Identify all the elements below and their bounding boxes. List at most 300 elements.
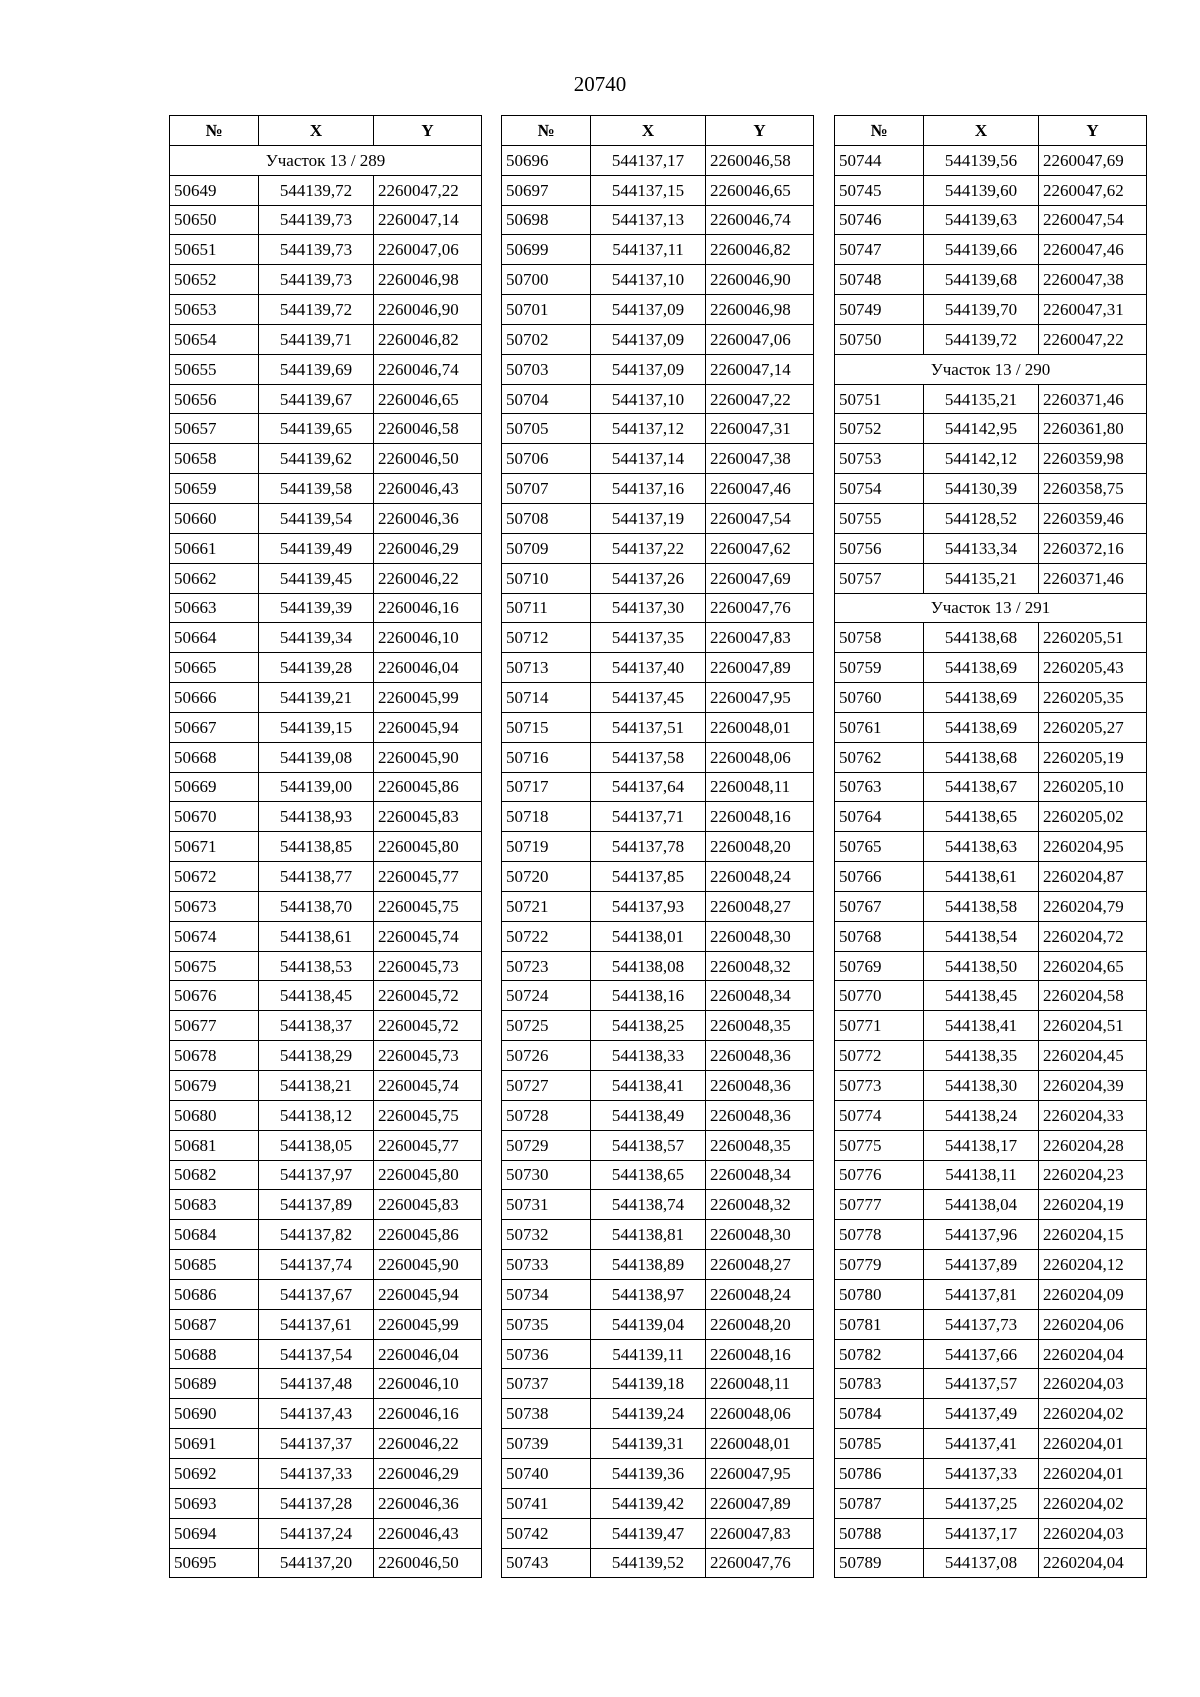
- x-coordinate: 544138,54: [924, 921, 1039, 951]
- point-number: 50744: [835, 145, 924, 175]
- point-number: 50772: [835, 1041, 924, 1071]
- y-coordinate: 2260045,80: [374, 832, 482, 862]
- x-coordinate: 544137,33: [259, 1458, 374, 1488]
- table-row: [502, 1190, 814, 1220]
- y-coordinate: 2260045,83: [374, 802, 482, 832]
- x-coordinate: 544137,13: [591, 205, 706, 235]
- point-number: 50706: [502, 444, 591, 474]
- y-coordinate: 2260048,36: [706, 1100, 814, 1130]
- table-row: [502, 1548, 814, 1578]
- table-row: [835, 981, 1147, 1011]
- point-number: 50768: [835, 921, 924, 951]
- y-coordinate: 2260048,35: [706, 1130, 814, 1160]
- x-coordinate: 544135,21: [924, 563, 1039, 593]
- x-coordinate: 544138,30: [924, 1071, 1039, 1101]
- table-row: [170, 324, 482, 354]
- x-coordinate: 544138,69: [924, 683, 1039, 713]
- point-number: 50786: [835, 1458, 924, 1488]
- point-number: 50785: [835, 1429, 924, 1459]
- coordinates-table-2: [501, 115, 814, 1578]
- x-coordinate: 544139,63: [924, 205, 1039, 235]
- x-coordinate: 544139,68: [924, 265, 1039, 295]
- table-row: [835, 683, 1147, 713]
- x-coordinate: 544139,69: [259, 354, 374, 384]
- x-coordinate: 544139,72: [259, 295, 374, 325]
- x-coordinate: 544139,56: [924, 145, 1039, 175]
- y-coordinate: 2260204,02: [1039, 1399, 1147, 1429]
- table-row: [170, 1220, 482, 1250]
- table-row: [835, 1488, 1147, 1518]
- x-coordinate: 544138,69: [924, 653, 1039, 683]
- y-coordinate: 2260047,83: [706, 623, 814, 653]
- point-number: 50784: [835, 1399, 924, 1429]
- point-number: 50771: [835, 1011, 924, 1041]
- y-coordinate: 2260047,76: [706, 593, 814, 623]
- y-coordinate: 2260048,36: [706, 1041, 814, 1071]
- header-num: №: [502, 116, 591, 146]
- x-coordinate: 544137,89: [259, 1190, 374, 1220]
- table-row: [835, 503, 1147, 533]
- y-coordinate: 2260045,94: [374, 1279, 482, 1309]
- point-number: 50703: [502, 354, 591, 384]
- x-coordinate: 544138,45: [259, 981, 374, 1011]
- point-number: 50719: [502, 832, 591, 862]
- table-row: [170, 1011, 482, 1041]
- x-coordinate: 544137,15: [591, 175, 706, 205]
- y-coordinate: 2260204,03: [1039, 1369, 1147, 1399]
- y-coordinate: 2260046,43: [374, 1518, 482, 1548]
- y-coordinate: 2260204,03: [1039, 1518, 1147, 1548]
- x-coordinate: 544138,17: [924, 1130, 1039, 1160]
- table-row: [835, 772, 1147, 802]
- table-row: [835, 145, 1147, 175]
- x-coordinate: 544137,11: [591, 235, 706, 265]
- x-coordinate: 544137,66: [924, 1339, 1039, 1369]
- y-coordinate: 2260045,99: [374, 683, 482, 713]
- table-row: [170, 1071, 482, 1101]
- table-row: [835, 712, 1147, 742]
- x-coordinate: 544138,50: [924, 951, 1039, 981]
- x-coordinate: 544138,11: [924, 1160, 1039, 1190]
- y-coordinate: 2260045,72: [374, 1011, 482, 1041]
- point-number: 50764: [835, 802, 924, 832]
- table-row: [835, 205, 1147, 235]
- y-coordinate: 2260359,98: [1039, 444, 1147, 474]
- y-coordinate: 2260372,16: [1039, 533, 1147, 563]
- point-number: 50740: [502, 1458, 591, 1488]
- table-row: [170, 1518, 482, 1548]
- point-number: 50664: [170, 623, 259, 653]
- x-coordinate: 544139,49: [259, 533, 374, 563]
- y-coordinate: 2260047,46: [1039, 235, 1147, 265]
- y-coordinate: 2260045,73: [374, 951, 482, 981]
- y-coordinate: 2260045,86: [374, 772, 482, 802]
- x-coordinate: 544139,52: [591, 1548, 706, 1578]
- point-number: 50787: [835, 1488, 924, 1518]
- y-coordinate: 2260045,74: [374, 921, 482, 951]
- header-x: X: [924, 116, 1039, 146]
- point-number: 50774: [835, 1100, 924, 1130]
- point-number: 50765: [835, 832, 924, 862]
- x-coordinate: 544137,40: [591, 653, 706, 683]
- y-coordinate: 2260047,54: [1039, 205, 1147, 235]
- y-coordinate: 2260047,38: [1039, 265, 1147, 295]
- table-row: [170, 1250, 482, 1280]
- x-coordinate: 544138,93: [259, 802, 374, 832]
- y-coordinate: 2260047,76: [706, 1548, 814, 1578]
- x-coordinate: 544137,67: [259, 1279, 374, 1309]
- table-row: [170, 354, 482, 384]
- y-coordinate: 2260046,98: [374, 265, 482, 295]
- table-row: [835, 1041, 1147, 1071]
- point-number: 50777: [835, 1190, 924, 1220]
- table-row: [835, 474, 1147, 504]
- x-coordinate: 544138,08: [591, 951, 706, 981]
- y-coordinate: 2260046,16: [374, 1399, 482, 1429]
- table-row: [502, 145, 814, 175]
- point-number: 50731: [502, 1190, 591, 1220]
- table-row: [170, 742, 482, 772]
- header-row: [170, 116, 482, 146]
- y-coordinate: 2260048,20: [706, 1309, 814, 1339]
- y-coordinate: 2260046,16: [374, 593, 482, 623]
- x-coordinate: 544138,41: [591, 1071, 706, 1101]
- point-number: 50686: [170, 1279, 259, 1309]
- x-coordinate: 544137,41: [924, 1429, 1039, 1459]
- point-number: 50678: [170, 1041, 259, 1071]
- x-coordinate: 544138,89: [591, 1250, 706, 1280]
- y-coordinate: 2260048,24: [706, 862, 814, 892]
- x-coordinate: 544139,73: [259, 205, 374, 235]
- point-number: 50689: [170, 1369, 259, 1399]
- x-coordinate: 544139,18: [591, 1369, 706, 1399]
- x-coordinate: 544137,54: [259, 1339, 374, 1369]
- y-coordinate: 2260204,65: [1039, 951, 1147, 981]
- x-coordinate: 544138,61: [259, 921, 374, 951]
- table-row: [835, 921, 1147, 951]
- x-coordinate: 544137,26: [591, 563, 706, 593]
- y-coordinate: 2260047,31: [1039, 295, 1147, 325]
- header-x: X: [259, 116, 374, 146]
- x-coordinate: 544142,95: [924, 414, 1039, 444]
- y-coordinate: 2260046,82: [374, 324, 482, 354]
- y-coordinate: 2260204,58: [1039, 981, 1147, 1011]
- x-coordinate: 544137,30: [591, 593, 706, 623]
- table-row: [835, 384, 1147, 414]
- y-coordinate: 2260204,19: [1039, 1190, 1147, 1220]
- coordinates-table-3: [834, 115, 1147, 1578]
- y-coordinate: 2260204,01: [1039, 1429, 1147, 1459]
- section-title: Участок 13 / 289: [170, 145, 482, 175]
- x-coordinate: 544139,21: [259, 683, 374, 713]
- y-coordinate: 2260045,86: [374, 1220, 482, 1250]
- point-number: 50694: [170, 1518, 259, 1548]
- table-row: [170, 802, 482, 832]
- point-number: 50724: [502, 981, 591, 1011]
- x-coordinate: 544137,14: [591, 444, 706, 474]
- x-coordinate: 544139,54: [259, 503, 374, 533]
- table-row: [835, 802, 1147, 832]
- point-number: 50676: [170, 981, 259, 1011]
- point-number: 50715: [502, 712, 591, 742]
- x-coordinate: 544138,37: [259, 1011, 374, 1041]
- table-row: [502, 1041, 814, 1071]
- y-coordinate: 2260046,22: [374, 1429, 482, 1459]
- point-number: 50658: [170, 444, 259, 474]
- table-row: [170, 1041, 482, 1071]
- y-coordinate: 2260359,46: [1039, 503, 1147, 533]
- table-row: [170, 1160, 482, 1190]
- y-coordinate: 2260204,04: [1039, 1339, 1147, 1369]
- point-number: 50702: [502, 324, 591, 354]
- point-number: 50748: [835, 265, 924, 295]
- point-number: 50767: [835, 891, 924, 921]
- y-coordinate: 2260047,83: [706, 1518, 814, 1548]
- y-coordinate: 2260046,98: [706, 295, 814, 325]
- table-row: [835, 444, 1147, 474]
- table-row: [502, 951, 814, 981]
- point-number: 50780: [835, 1279, 924, 1309]
- table-row: [835, 1548, 1147, 1578]
- point-number: 50745: [835, 175, 924, 205]
- point-number: 50697: [502, 175, 591, 205]
- x-coordinate: 544139,67: [259, 384, 374, 414]
- point-number: 50698: [502, 205, 591, 235]
- point-number: 50712: [502, 623, 591, 653]
- header-x: X: [591, 116, 706, 146]
- point-number: 50662: [170, 563, 259, 593]
- x-coordinate: 544135,21: [924, 384, 1039, 414]
- section-row: [835, 354, 1147, 384]
- section-title: Участок 13 / 291: [835, 593, 1147, 623]
- y-coordinate: 2260047,22: [1039, 324, 1147, 354]
- point-number: 50690: [170, 1399, 259, 1429]
- y-coordinate: 2260047,95: [706, 1458, 814, 1488]
- y-coordinate: 2260046,65: [374, 384, 482, 414]
- x-coordinate: 544130,39: [924, 474, 1039, 504]
- table-row: [502, 653, 814, 683]
- point-number: 50730: [502, 1160, 591, 1190]
- header-num: №: [835, 116, 924, 146]
- table-row: [502, 295, 814, 325]
- point-number: 50668: [170, 742, 259, 772]
- point-number: 50667: [170, 712, 259, 742]
- x-coordinate: 544138,12: [259, 1100, 374, 1130]
- y-coordinate: 2260046,74: [706, 205, 814, 235]
- point-number: 50789: [835, 1548, 924, 1578]
- table-row: [835, 1011, 1147, 1041]
- point-number: 50653: [170, 295, 259, 325]
- point-number: 50739: [502, 1429, 591, 1459]
- table-row: [835, 533, 1147, 563]
- point-number: 50766: [835, 862, 924, 892]
- point-number: 50718: [502, 802, 591, 832]
- point-number: 50776: [835, 1160, 924, 1190]
- point-number: 50708: [502, 503, 591, 533]
- point-number: 50779: [835, 1250, 924, 1280]
- x-coordinate: 544137,35: [591, 623, 706, 653]
- table-row: [170, 295, 482, 325]
- x-coordinate: 544139,72: [924, 324, 1039, 354]
- table-row: [835, 1458, 1147, 1488]
- x-coordinate: 544139,28: [259, 653, 374, 683]
- point-number: 50675: [170, 951, 259, 981]
- table-row: [835, 742, 1147, 772]
- y-coordinate: 2260047,14: [374, 205, 482, 235]
- point-number: 50673: [170, 891, 259, 921]
- y-coordinate: 2260047,89: [706, 1488, 814, 1518]
- point-number: 50670: [170, 802, 259, 832]
- point-number: 50762: [835, 742, 924, 772]
- point-number: 50663: [170, 593, 259, 623]
- table-row: [835, 1429, 1147, 1459]
- x-coordinate: 544138,69: [924, 712, 1039, 742]
- point-number: 50711: [502, 593, 591, 623]
- table-row: [502, 1160, 814, 1190]
- table-row: [835, 1369, 1147, 1399]
- y-coordinate: 2260048,20: [706, 832, 814, 862]
- header-y: Y: [706, 116, 814, 146]
- y-coordinate: 2260045,77: [374, 862, 482, 892]
- point-number: 50656: [170, 384, 259, 414]
- point-number: 50699: [502, 235, 591, 265]
- table-row: [502, 503, 814, 533]
- point-number: 50734: [502, 1279, 591, 1309]
- point-number: 50754: [835, 474, 924, 504]
- y-coordinate: 2260047,46: [706, 474, 814, 504]
- point-number: 50756: [835, 533, 924, 563]
- table-row: [835, 265, 1147, 295]
- y-coordinate: 2260048,16: [706, 802, 814, 832]
- y-coordinate: 2260204,28: [1039, 1130, 1147, 1160]
- point-number: 50769: [835, 951, 924, 981]
- y-coordinate: 2260204,33: [1039, 1100, 1147, 1130]
- point-number: 50650: [170, 205, 259, 235]
- table-row: [835, 235, 1147, 265]
- table-row: [502, 1250, 814, 1280]
- table-row: [170, 921, 482, 951]
- x-coordinate: 544139,45: [259, 563, 374, 593]
- table-row: [835, 324, 1147, 354]
- point-number: 50657: [170, 414, 259, 444]
- point-number: 50672: [170, 862, 259, 892]
- y-coordinate: 2260361,80: [1039, 414, 1147, 444]
- y-coordinate: 2260046,10: [374, 623, 482, 653]
- table-row: [170, 1429, 482, 1459]
- table-row: [835, 862, 1147, 892]
- x-coordinate: 544138,53: [259, 951, 374, 981]
- y-coordinate: 2260204,15: [1039, 1220, 1147, 1250]
- x-coordinate: 544139,34: [259, 623, 374, 653]
- x-coordinate: 544137,43: [259, 1399, 374, 1429]
- y-coordinate: 2260045,90: [374, 742, 482, 772]
- x-coordinate: 544137,82: [259, 1220, 374, 1250]
- x-coordinate: 544139,70: [924, 295, 1039, 325]
- table-row: [835, 1100, 1147, 1130]
- table-row: [170, 653, 482, 683]
- x-coordinate: 544138,05: [259, 1130, 374, 1160]
- y-coordinate: 2260204,04: [1039, 1548, 1147, 1578]
- point-number: 50726: [502, 1041, 591, 1071]
- table-row: [170, 235, 482, 265]
- x-coordinate: 544137,10: [591, 384, 706, 414]
- table-row: [502, 981, 814, 1011]
- point-number: 50685: [170, 1250, 259, 1280]
- x-coordinate: 544137,51: [591, 712, 706, 742]
- x-coordinate: 544137,10: [591, 265, 706, 295]
- y-coordinate: 2260204,02: [1039, 1488, 1147, 1518]
- y-coordinate: 2260046,29: [374, 533, 482, 563]
- table-row: [170, 175, 482, 205]
- point-number: 50727: [502, 1071, 591, 1101]
- y-coordinate: 2260358,75: [1039, 474, 1147, 504]
- table-row: [502, 324, 814, 354]
- y-coordinate: 2260048,34: [706, 1160, 814, 1190]
- table-row: [502, 862, 814, 892]
- x-coordinate: 544138,33: [591, 1041, 706, 1071]
- header-row: [502, 116, 814, 146]
- point-number: 50660: [170, 503, 259, 533]
- point-number: 50696: [502, 145, 591, 175]
- point-number: 50651: [170, 235, 259, 265]
- y-coordinate: 2260047,62: [1039, 175, 1147, 205]
- table-row: [170, 533, 482, 563]
- x-coordinate: 544139,72: [259, 175, 374, 205]
- point-number: 50695: [170, 1548, 259, 1578]
- header-num: №: [170, 116, 259, 146]
- table-row: [170, 205, 482, 235]
- y-coordinate: 2260047,22: [374, 175, 482, 205]
- table-row: [502, 1130, 814, 1160]
- point-number: 50755: [835, 503, 924, 533]
- y-coordinate: 2260204,23: [1039, 1160, 1147, 1190]
- point-number: 50728: [502, 1100, 591, 1130]
- table-row: [170, 1488, 482, 1518]
- y-coordinate: 2260204,09: [1039, 1279, 1147, 1309]
- x-coordinate: 544139,11: [591, 1339, 706, 1369]
- y-coordinate: 2260048,06: [706, 742, 814, 772]
- x-coordinate: 544138,24: [924, 1100, 1039, 1130]
- y-coordinate: 2260046,04: [374, 653, 482, 683]
- point-number: 50661: [170, 533, 259, 563]
- x-coordinate: 544138,81: [591, 1220, 706, 1250]
- point-number: 50747: [835, 235, 924, 265]
- y-coordinate: 2260205,10: [1039, 772, 1147, 802]
- table-row: [170, 1100, 482, 1130]
- y-coordinate: 2260204,79: [1039, 891, 1147, 921]
- point-number: 50688: [170, 1339, 259, 1369]
- table-row: [170, 503, 482, 533]
- table-row: [170, 951, 482, 981]
- table-row: [835, 563, 1147, 593]
- table-row: [835, 1339, 1147, 1369]
- x-coordinate: 544138,97: [591, 1279, 706, 1309]
- x-coordinate: 544137,08: [924, 1548, 1039, 1578]
- point-number: 50723: [502, 951, 591, 981]
- x-coordinate: 544139,36: [591, 1458, 706, 1488]
- y-coordinate: 2260204,51: [1039, 1011, 1147, 1041]
- table-row: [835, 653, 1147, 683]
- point-number: 50691: [170, 1429, 259, 1459]
- y-coordinate: 2260204,45: [1039, 1041, 1147, 1071]
- x-coordinate: 544138,70: [259, 891, 374, 921]
- point-number: 50758: [835, 623, 924, 653]
- y-coordinate: 2260045,72: [374, 981, 482, 1011]
- x-coordinate: 544138,77: [259, 862, 374, 892]
- y-coordinate: 2260204,87: [1039, 862, 1147, 892]
- point-number: 50652: [170, 265, 259, 295]
- x-coordinate: 544137,09: [591, 354, 706, 384]
